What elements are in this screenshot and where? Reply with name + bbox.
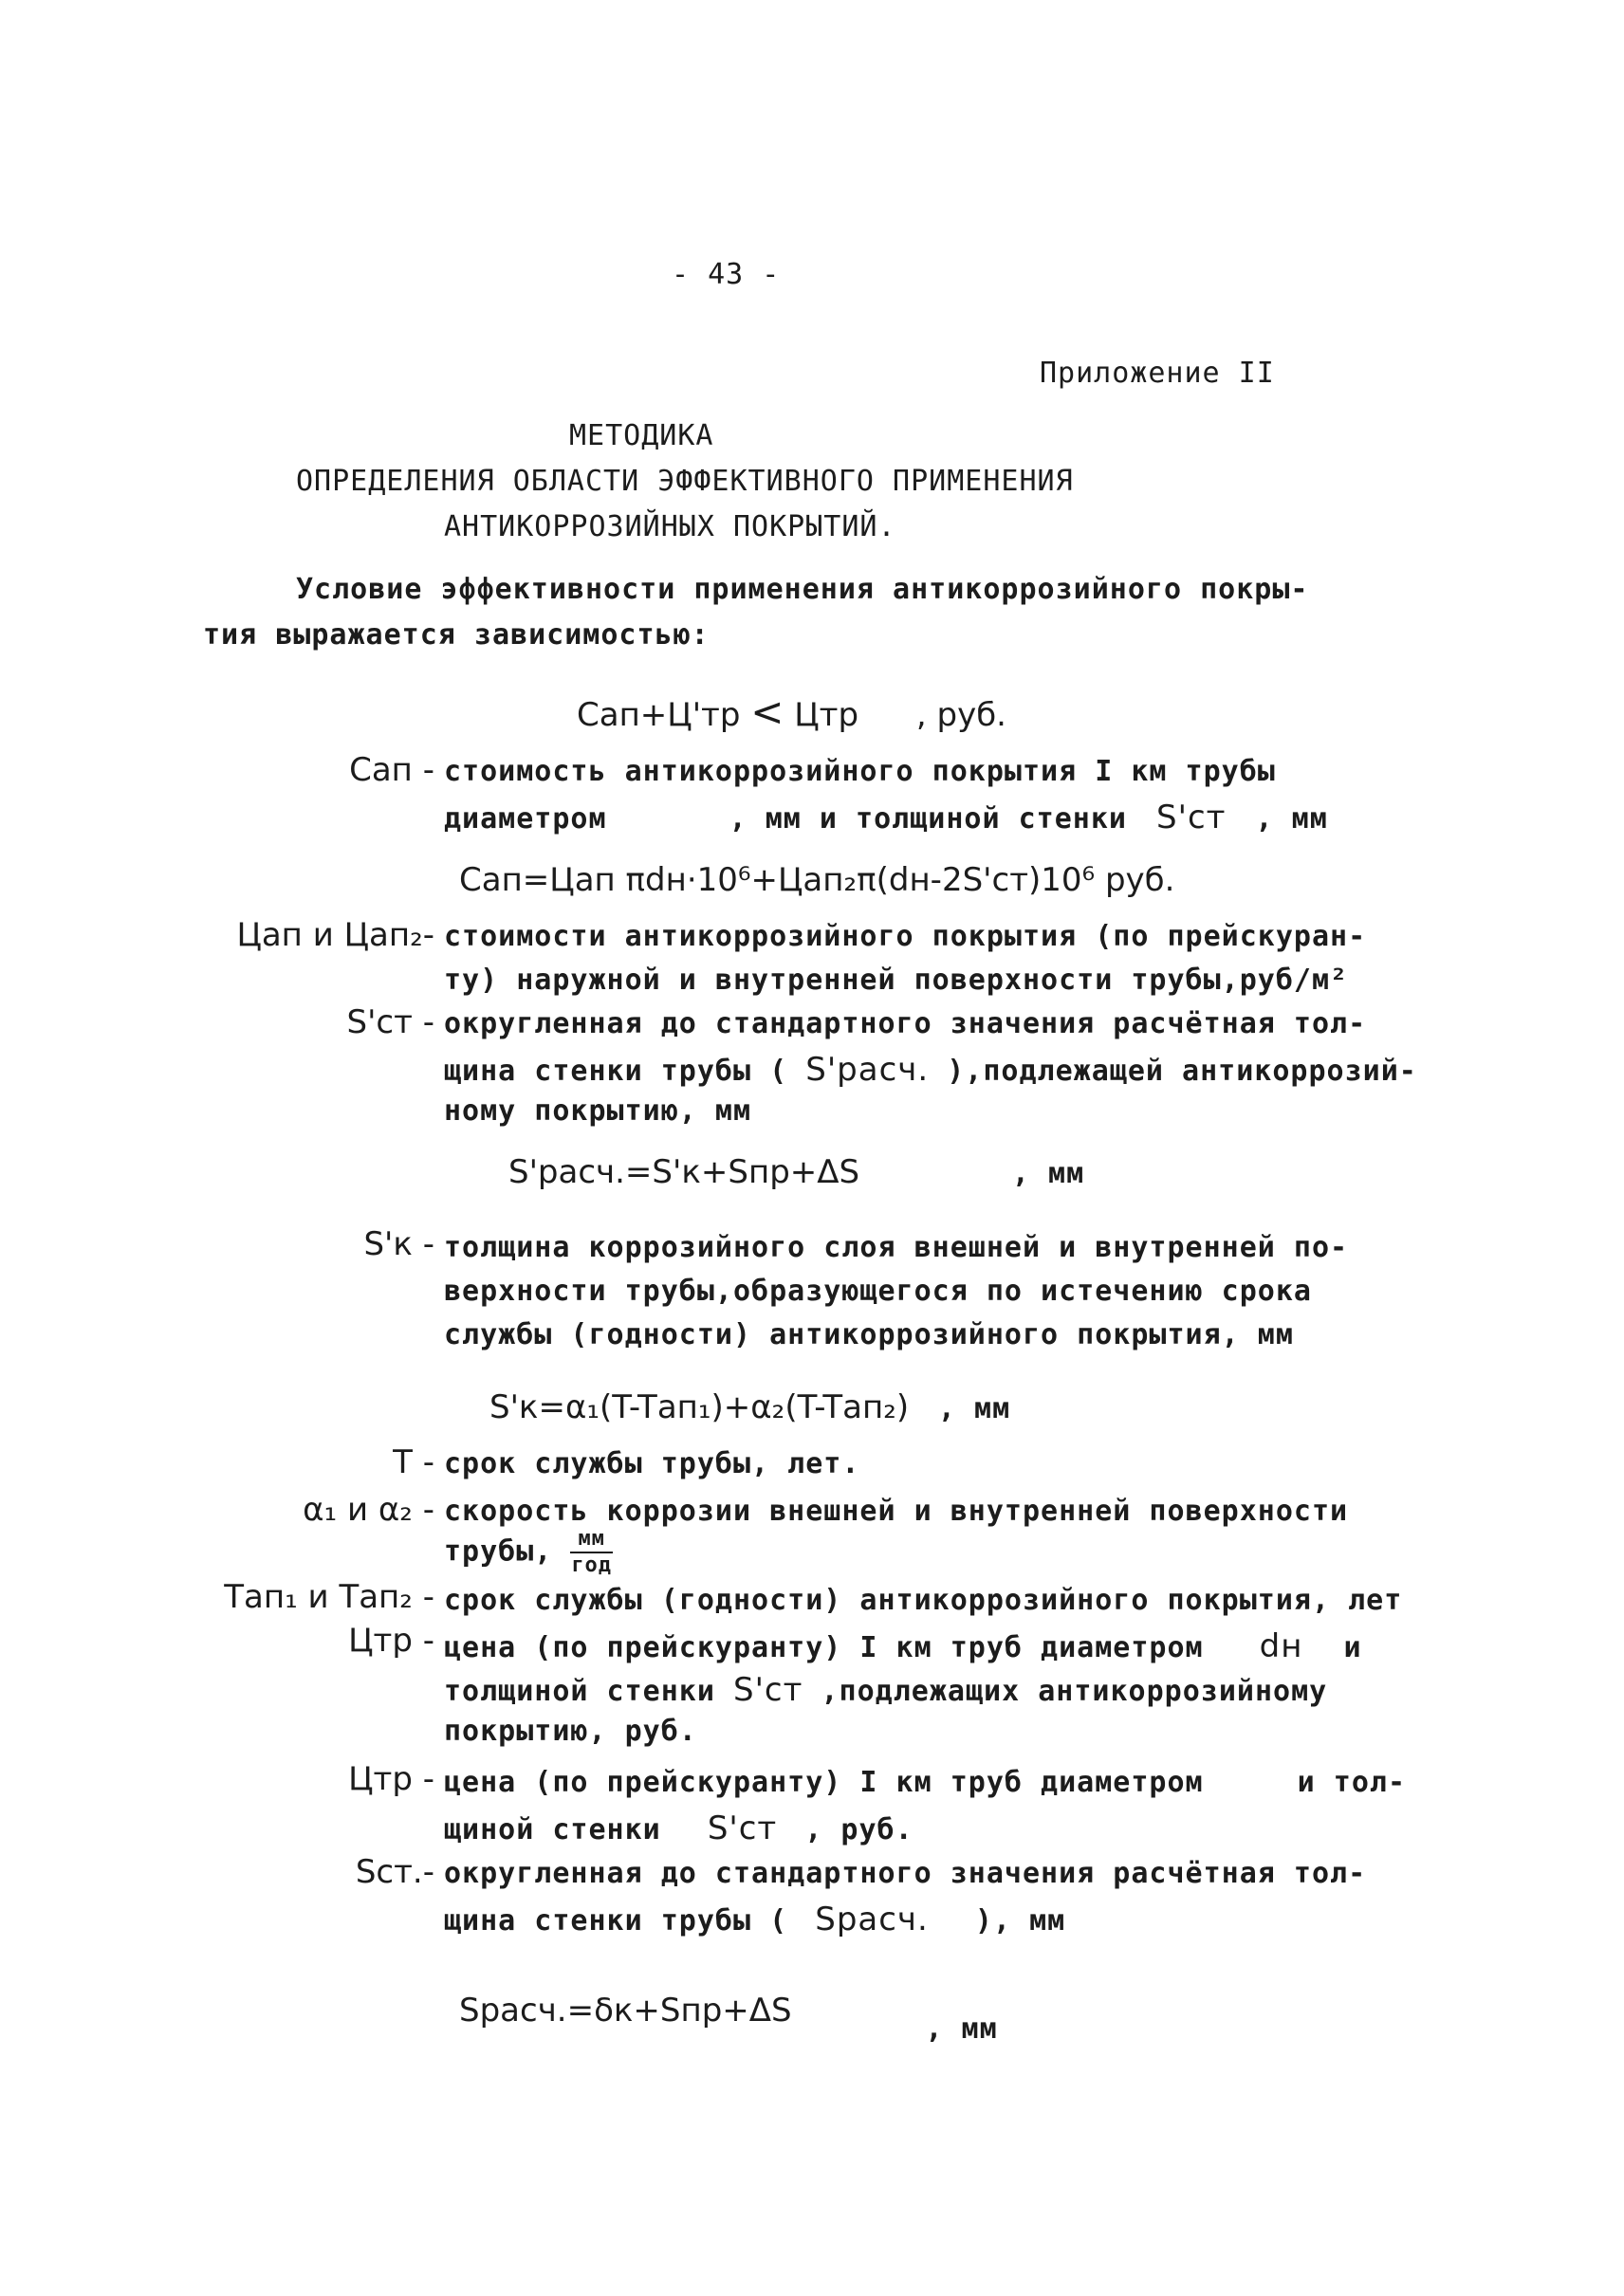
title-line-2: ОПРЕДЕЛЕНИЯ ОБЛАСТИ ЭФФЕКТИВНОГО ПРИМЕНЕНИЯ xyxy=(296,465,1074,498)
def-alpha-pipe-label: трубы, xyxy=(444,1534,553,1569)
def-sst-line-2-a: щина стенки трубы ( xyxy=(444,1055,788,1088)
def-sk-line-2: верхности трубы,образующегося по истечению срока xyxy=(444,1275,1312,1308)
def-sst-symbol: S'ст - xyxy=(346,1003,434,1041)
def-tsap-line-2: ту) наружной и внутренней поверхности трубы,руб/м² xyxy=(444,964,1349,997)
def-cap-wall-label: , мм и толщиной стенки xyxy=(729,802,1127,836)
def-tstr2-symbol: Цтр - xyxy=(348,1760,434,1798)
def-tstr2-line-1 xyxy=(444,1766,1406,1799)
def-cap-wall-symbol: S'ст xyxy=(1156,799,1227,836)
corrosion-rate-unit-fraction xyxy=(570,1529,613,1576)
def-sst2-line-1: округленная до стандартного значения расчётная тол- xyxy=(444,1857,1367,1890)
formula-coating-cost: Cап=Цап πdн·10⁶+Цап₂π(dн-2S'ст)10⁶ руб. xyxy=(459,861,1175,899)
formula3-unit: , мм xyxy=(1011,1157,1085,1190)
def-sst-line-3: ному покрытию, мм xyxy=(444,1094,752,1128)
def-tstr2-line-2-b: , руб. xyxy=(804,1813,914,1846)
def-tstr1-line-3: покрытию, руб. xyxy=(444,1715,697,1748)
def-sst2-calc-symbol: Sрасч. xyxy=(815,1901,929,1938)
def-sst2-line-2-b: ), мм xyxy=(974,1904,1066,1938)
formula1-lhs: Cап+Ц'тр xyxy=(577,696,741,734)
def-tstr1-line-1 xyxy=(444,1627,1362,1665)
def-tstr1-line-2-b: ,подлежащих антикоррозийному xyxy=(821,1675,1328,1708)
def-sk-line-3: службы (годности) антикоррозийного покрытия, мм xyxy=(444,1318,1294,1351)
def-tstr1-symbol: Цтр - xyxy=(348,1622,434,1660)
def-tstr1-wall-symbol: S'ст xyxy=(733,1671,803,1709)
formula-efficiency-condition xyxy=(577,689,1006,735)
def-sst-line-1: округленная до стандартного значения расчётная тол- xyxy=(444,1007,1367,1040)
def-tap-symbol: Tап₁ и Tап₂ - xyxy=(224,1578,434,1616)
title-line-1: МЕТОДИКА xyxy=(569,419,714,452)
def-sst2-line-2-a: щина стенки трубы ( xyxy=(444,1904,788,1938)
def-t-symbol: T - xyxy=(393,1443,434,1481)
def-tstr1-line-2 xyxy=(444,1671,1327,1709)
def-tsap-line-1: стоимости антикоррозийного покрытия (по прейскуран- xyxy=(444,920,1367,953)
def-tap-line-1: срок службы (годности) антикоррозийного покрытия, лет xyxy=(444,1584,1403,1617)
def-cap-diameter-label: диаметром xyxy=(444,802,607,836)
def-alpha-line-2 xyxy=(444,1529,613,1576)
def-alpha-line-1: скорость коррозии внешней и внутренней поверхности xyxy=(444,1495,1349,1528)
def-tstr1-line-1-a: цена (по прейскуранту) I км труб диаметром xyxy=(444,1631,1204,1664)
def-sst-line-2 xyxy=(444,1051,1417,1089)
page-number: - 43 - xyxy=(672,258,781,291)
formula-calc-thickness-2 xyxy=(459,1992,998,2046)
def-sk-line-1: толщина коррозийного слоя внешней и внутренней по- xyxy=(444,1231,1349,1264)
def-t-line-1: срок службы трубы, лет. xyxy=(444,1447,860,1480)
def-cap-symbol: Cап - xyxy=(349,751,434,789)
def-sst2-line-2 xyxy=(444,1901,1065,1938)
formula-calc-thickness xyxy=(508,1153,1084,1191)
def-sst2-symbol: Sст.- xyxy=(355,1853,434,1891)
def-tstr1-line-1-b: и xyxy=(1343,1631,1362,1664)
def-sk-symbol: S'к - xyxy=(363,1225,434,1263)
formula5-unit: , мм xyxy=(925,2012,998,2046)
def-tstr1-diameter-symbol: dн xyxy=(1259,1627,1303,1665)
def-cap-line-1: стоимость антикоррозийного покрытия I км трубы xyxy=(444,755,1276,788)
intro-line-2: тия выражается зависимостью: xyxy=(203,618,710,652)
def-tstr2-line-2-a: щиной стенки xyxy=(444,1813,661,1846)
def-sst-calc-symbol: S'расч. xyxy=(805,1051,930,1089)
def-cap-unit: , мм xyxy=(1255,802,1328,836)
def-tstr2-line-1-a: цена (по прейскуранту) I км труб диаметром xyxy=(444,1766,1204,1799)
title-line-3: АНТИКОРРОЗИЙНЫХ ПОКРЫТИЙ. xyxy=(444,510,896,543)
formula5-expression: Sрасч.=δк+Sпр+ΔS xyxy=(459,1992,792,2030)
formula-corrosion-layer xyxy=(489,1388,1010,1426)
def-tsap-symbol: Цап и Цап₂- xyxy=(236,916,434,954)
def-tstr2-wall-symbol: S'ст xyxy=(707,1809,778,1847)
intro-line-1: Условие эффективности применения антикоррозийного покры- xyxy=(296,573,1309,606)
formula1-less-than: < xyxy=(750,689,784,735)
def-tstr2-line-2 xyxy=(444,1809,914,1847)
def-tstr2-line-1-b: и тол- xyxy=(1297,1766,1407,1799)
formula3-expression: S'расч.=S'к+Sпр+ΔS xyxy=(508,1153,860,1191)
appendix-label: Приложение II xyxy=(1040,357,1275,390)
formula4-expression: S'к=α₁(T-Tап₁)+α₂(T-Tап₂) xyxy=(489,1388,910,1426)
def-cap-line-2 xyxy=(444,799,1328,836)
fraction-numerator: мм xyxy=(570,1529,613,1553)
formula1-unit: , руб. xyxy=(915,696,1006,734)
def-sst-line-2-b: ),подлежащей антикоррозий- xyxy=(947,1055,1417,1088)
formula4-unit: , мм xyxy=(937,1392,1011,1425)
fraction-denominator: год xyxy=(571,1553,613,1577)
def-alpha-symbol: α₁ и α₂ - xyxy=(303,1491,434,1529)
formula1-rhs: Цтр xyxy=(794,696,859,734)
def-tstr1-line-2-a: толщиной стенки xyxy=(444,1675,715,1708)
